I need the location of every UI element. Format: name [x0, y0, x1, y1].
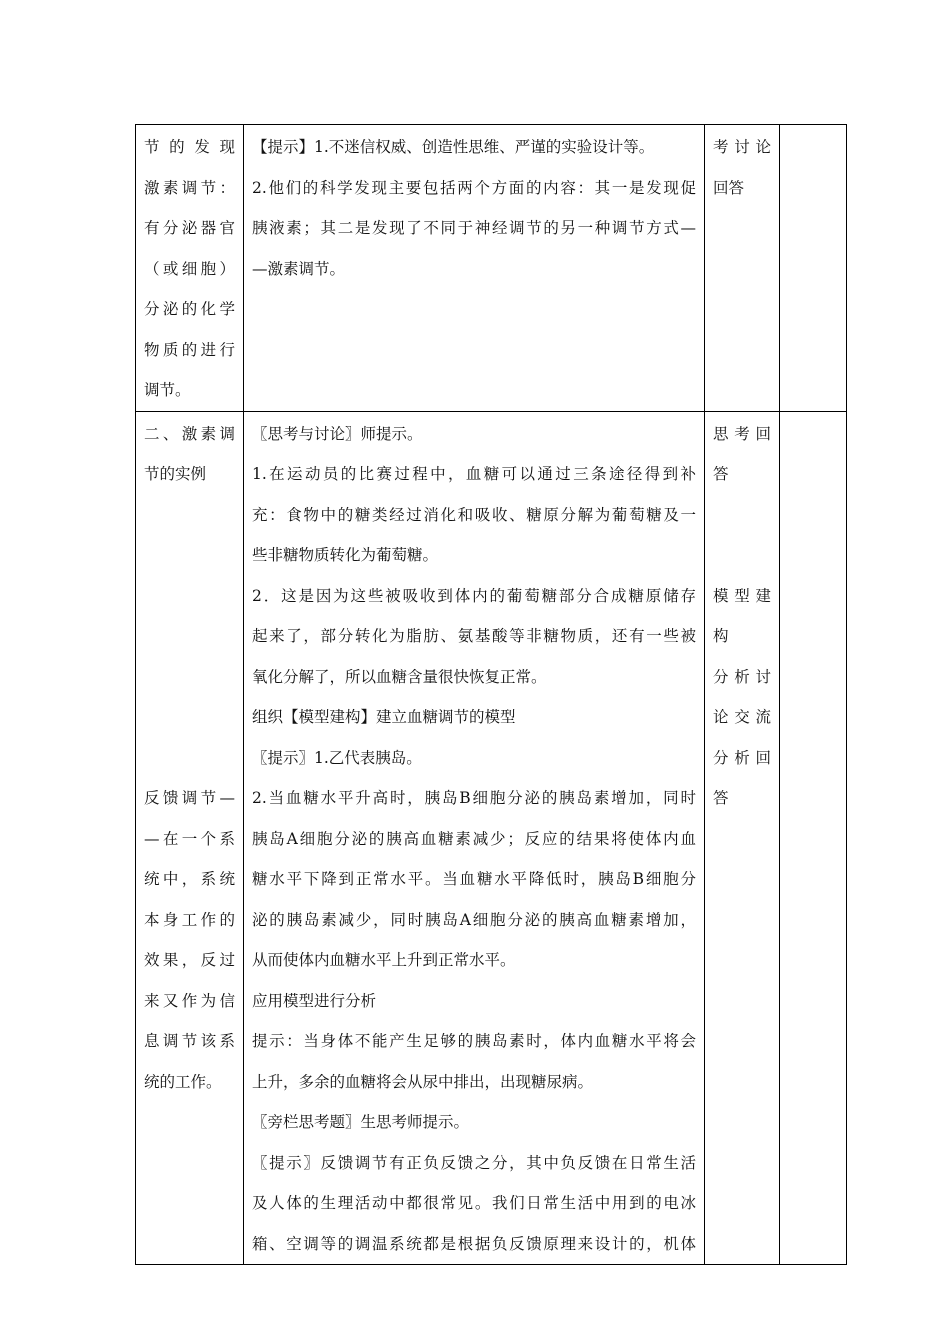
- activity-line: 考讨论: [713, 138, 771, 156]
- content-line: 从而使体内血糖水平上升到正常水平。: [252, 951, 516, 969]
- content-line: 上升，多余的血糖将会从尿中排出，出现糖尿病。: [252, 1072, 594, 1091]
- topic-line: 二、激素调: [144, 424, 235, 443]
- content-line: 〖提示〗反馈调节有正负反馈之分，其中负反馈在日常生活: [252, 1153, 696, 1172]
- activity-line: 思考回: [713, 424, 771, 443]
- table-row: [136, 125, 847, 412]
- activity-line: 答: [713, 465, 729, 483]
- content-line: 些非糖物质转化为葡萄糖。: [252, 546, 439, 564]
- content-line: 胰液素；其二是发现了不同于神经调节的另一种调节方式—: [252, 219, 696, 237]
- notes-cell: [780, 411, 847, 1265]
- topic-line: 本身工作的: [144, 910, 235, 929]
- topic-line: 效果，反过: [144, 951, 235, 969]
- topic-line: 物质的进行: [144, 340, 235, 359]
- activity-line: 分析回: [713, 748, 771, 767]
- content-line: 胰岛A细胞分泌的胰高血糖素减少；反应的结果将使体内血: [252, 829, 696, 848]
- content-line: 2.当血糖水平升高时，胰岛B细胞分泌的胰岛素增加，同时: [252, 789, 696, 807]
- activity-line: 答: [713, 789, 729, 807]
- content-line: 组织【模型建构】建立血糖调节的模型: [252, 708, 516, 726]
- lesson-plan-table: [135, 124, 847, 1265]
- content-line: 〖旁栏思考题〗生思考师提示。: [252, 1113, 470, 1131]
- content-cell: [244, 411, 705, 1265]
- topic-line: 来又作为信: [144, 991, 235, 1010]
- content-line: 提示：当身体不能产生足够的胰岛素时，体内血糖水平将会: [252, 1032, 696, 1050]
- topic-line: 有分泌器官: [144, 219, 235, 237]
- content-cell: [244, 125, 705, 412]
- content-line: 2．这是因为这些被吸收到体内的葡萄糖部分合成糖原储存: [252, 586, 696, 605]
- activity-line: 构: [713, 627, 729, 645]
- content-line: 2.他们的科学发现主要包括两个方面的内容：其一是发现促: [252, 178, 696, 197]
- content-line: 充：食物中的糖类经过消化和吸收、糖原分解为葡萄糖及一: [252, 505, 696, 524]
- content-line: 起来了，部分转化为脂肪、氨基酸等非糖物质，还有一些被: [252, 627, 696, 645]
- topic-line: 分泌的化学: [144, 300, 235, 318]
- topic-line: （或细胞）: [144, 259, 235, 278]
- content-line: 〖思考与讨论〗师提示。: [252, 424, 423, 443]
- content-line: —激素调节。: [252, 259, 346, 278]
- content-line: 1.在运动员的比赛过程中，血糖可以通过三条途径得到补: [252, 465, 696, 483]
- topic-line: 反馈调节—: [144, 789, 235, 807]
- activity-line: 分析讨: [713, 667, 771, 686]
- topic-line: —在一个系: [144, 829, 235, 848]
- topic-line: 统的工作。: [144, 1072, 222, 1091]
- activity-cell: [705, 411, 780, 1265]
- content-line: 泌的胰岛素减少，同时胰岛A细胞分泌的胰高血糖素增加，: [252, 910, 696, 929]
- topic-line: 统中，系统: [144, 870, 235, 888]
- topic-line: 调节。: [144, 381, 191, 399]
- content-line: 箱、空调等的调温系统都是根据负反馈原理来设计的，机体: [252, 1234, 696, 1253]
- activity-line: 回答: [713, 178, 745, 197]
- topic-line: 节的实例: [144, 465, 207, 483]
- topic-line: 激素调节：: [144, 178, 235, 197]
- topic-line: 节的发现: [144, 138, 235, 156]
- topic-line: 息调节该系: [144, 1032, 235, 1050]
- topic-cell: [136, 411, 244, 1265]
- content-line: 及人体的生理活动中都很常见。我们日常生活中用到的电冰: [252, 1194, 696, 1212]
- table-row: [136, 411, 847, 1265]
- topic-cell: [136, 125, 244, 412]
- content-line: 〖提示〗1.乙代表胰岛。: [252, 748, 422, 767]
- activity-cell: [705, 125, 780, 412]
- notes-cell: [780, 125, 847, 412]
- content-line: 【提示】1.不迷信权威、创造性思维、严谨的实验设计等。: [252, 138, 655, 156]
- content-line: 氧化分解了，所以血糖含量很快恢复正常。: [252, 667, 547, 686]
- activity-line: 模型建: [713, 586, 771, 605]
- activity-line: 论交流: [713, 708, 771, 726]
- content-line: 应用模型进行分析: [252, 991, 377, 1010]
- content-line: 糖水平下降到正常水平。当血糖水平降低时，胰岛B细胞分: [252, 870, 696, 888]
